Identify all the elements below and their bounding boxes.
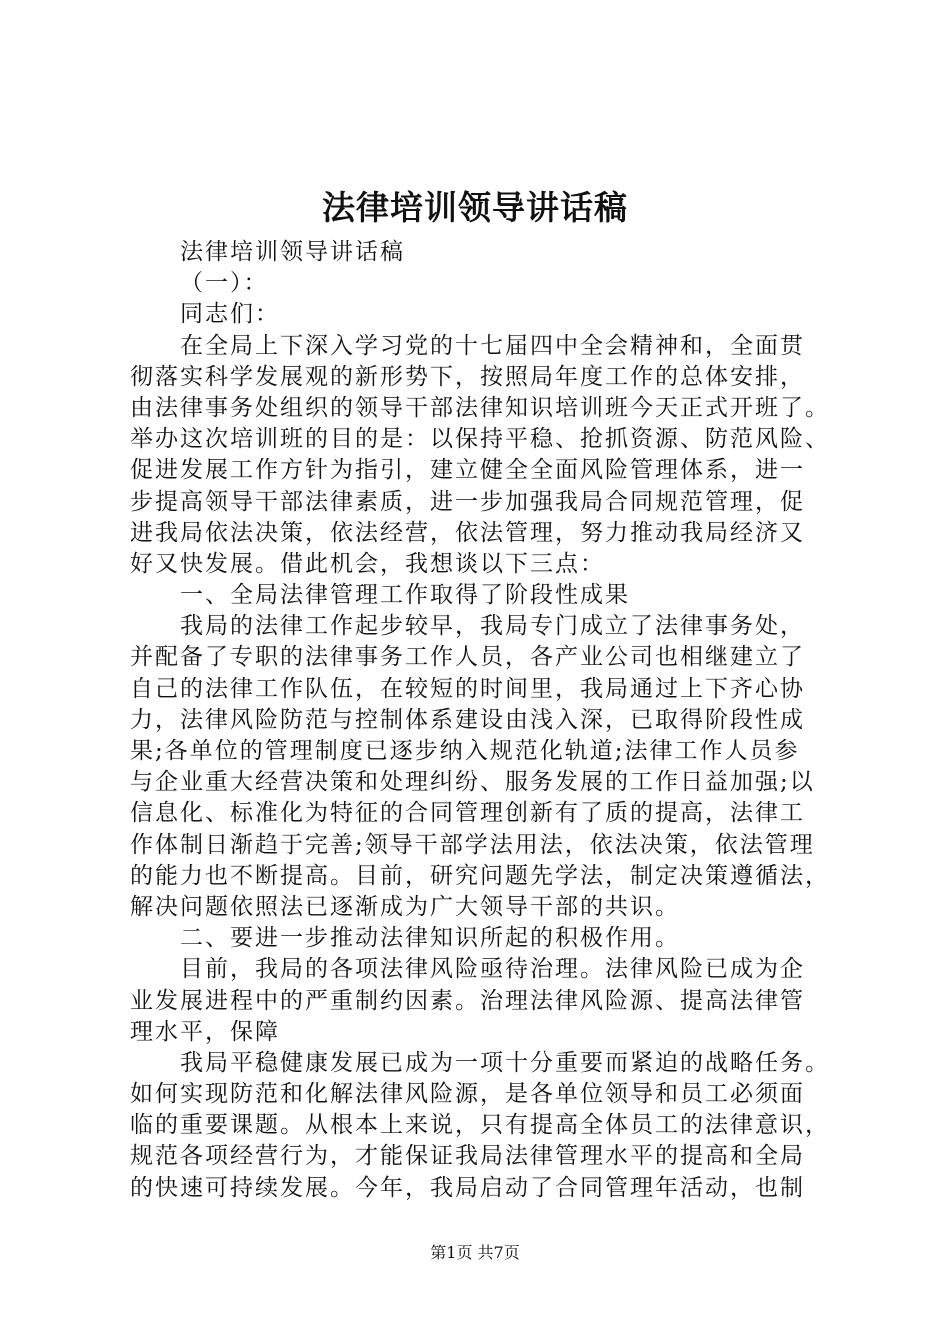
text-line: 法律培训领导讲话稿 [180, 239, 405, 265]
text-line: 果;各单位的管理制度已逐步纳入规范化轨道;法律工作人员参 [130, 738, 800, 764]
page-footer: 第1页 共7页 [430, 1243, 520, 1262]
text-line: 理水平，保障 [130, 1018, 280, 1045]
text-line: 同志们： [180, 301, 280, 328]
text-line: 临的重要课题。从根本上来说，只有提高全体员工的法律意识， [130, 1112, 830, 1139]
text-line: 进我局依法决策，依法经营，依法管理，努力推动我局经济又 [130, 519, 805, 546]
text-line: 的快速可持续发展。今年，我局启动了合同管理年活动，也制 [130, 1174, 805, 1201]
text-line: 彻落实科学发展观的新形势下，按照局年度工作的总体安排， [130, 363, 805, 390]
text-line: 在全局上下深入学习党的十七届四中全会精神和，全面贯 [180, 332, 805, 359]
text-line: 力，法律风险防范与控制体系建设由浅入深，已取得阶段性成 [130, 706, 805, 733]
text-line: 规范各项经营行为，才能保证我局法律管理水平的提高和全局 [130, 1143, 805, 1170]
text-line: 一、全局法律管理工作取得了阶段性成果 [180, 582, 630, 609]
text-line: 如何实现防范和化解法律风险源，是各单位领导和员工必须面 [130, 1081, 805, 1108]
text-line: 的能力也不断提高。目前，研究问题先学法，制定决策遵循法， [130, 862, 830, 889]
text-line: 我局平稳健康发展已成为一项十分重要而紧迫的战略任务。 [180, 1049, 830, 1076]
document-body [130, 237, 850, 1204]
text-line: 二、要进一步推动法律知识所起的积极作用。 [180, 925, 680, 952]
text-line: （一）： [180, 270, 269, 297]
text-line: 好又快发展。借此机会，我想谈以下三点： [130, 550, 605, 577]
text-line: 与企业重大经营决策和处理纠纷、服务发展的工作日益加强;以 [130, 769, 815, 796]
text-line: 业发展进程中的严重制约因素。治理法律风险源、提高法律管 [130, 987, 805, 1014]
text-line: 步提高领导干部法律素质，进一步加强我局合同规范管理，促 [130, 488, 805, 515]
text-line: 目前，我局的各项法律风险亟待治理。法律风险已成为企 [180, 956, 805, 983]
text-line: 并配备了专职的法律事务工作人员，各产业公司也相继建立了 [130, 644, 805, 671]
text-line: 由法律事务处组织的领导干部法律知识培训班今天正式开班了。 [130, 394, 830, 421]
text-line: 我局的法律工作起步较早，我局专门成立了法律事务处， [180, 613, 805, 640]
text-line: 促进发展工作方针为指引，建立健全全面风险管理体系，进一 [130, 457, 805, 484]
document-title: 法律培训领导讲话稿 [322, 188, 628, 227]
text-line: 自己的法律工作队伍，在较短的时间里，我局通过上下齐心协 [130, 675, 805, 702]
text-line: 作体制日渐趋于完善;领导干部学法用法，依法决策，依法管理 [130, 831, 815, 858]
text-line: 举办这次培训班的目的是：以保持平稳、抢抓资源、防范风险、 [130, 426, 830, 453]
text-line: 解决问题依照法已逐渐成为广大领导干部的共识。 [130, 893, 680, 920]
text-line: 信息化、标准化为特征的合同管理创新有了质的提高，法律工 [130, 800, 805, 827]
